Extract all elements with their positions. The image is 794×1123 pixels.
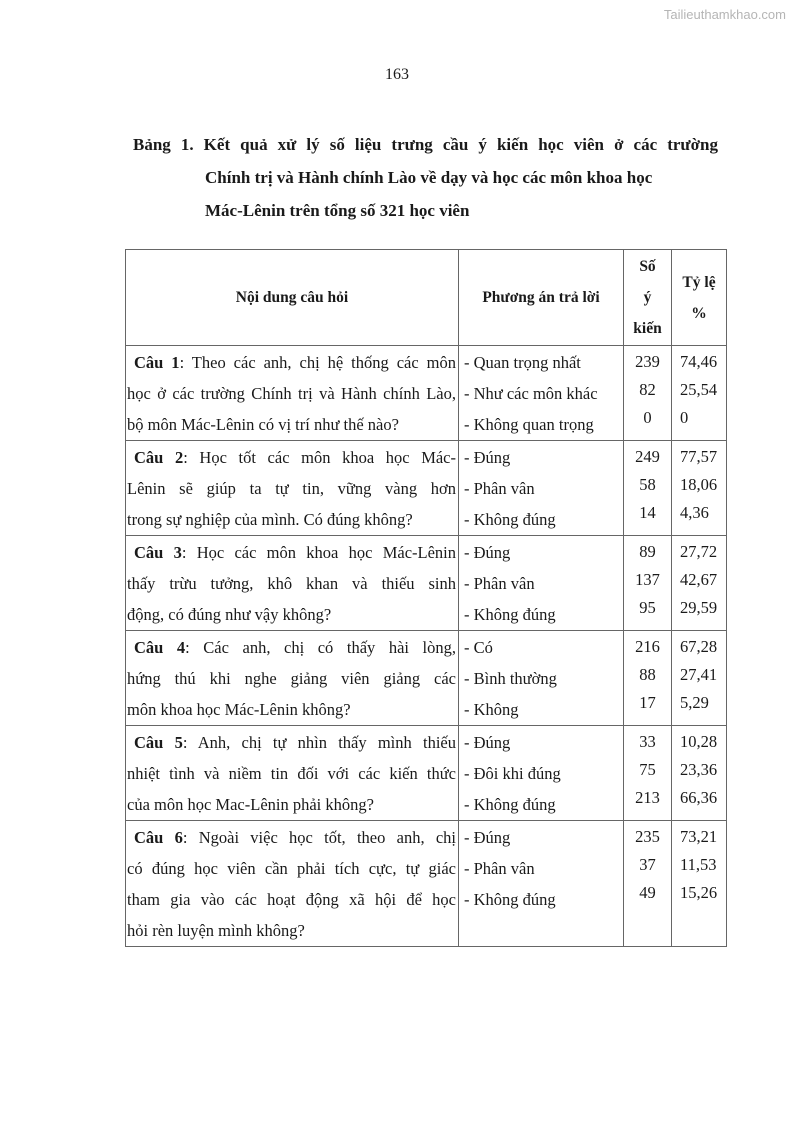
answer-option: - Đôi khi đúng xyxy=(464,764,561,783)
question-line: hỏi rèn luyện mình không? xyxy=(127,921,305,940)
question-line: bộ môn Mác-Lênin có vị trí như thế nào? xyxy=(127,415,399,434)
question-text: : Các anh, chị có thấy hài lòng, xyxy=(185,638,456,657)
percent-value: 27,41 xyxy=(680,665,718,684)
table-row xyxy=(126,631,727,726)
question-line: có đúng học viên cần phải tích cực, tự giác xyxy=(127,859,456,878)
answer-option: - Bình thường xyxy=(464,669,557,688)
count-cell xyxy=(624,821,672,947)
answer-cell xyxy=(459,726,624,821)
count-value: 49 xyxy=(639,883,656,902)
count-value: 0 xyxy=(643,408,652,427)
percent-cell xyxy=(672,726,727,821)
header-percent xyxy=(672,250,727,346)
header-count-line: Số xyxy=(639,258,656,275)
question-line xyxy=(127,822,456,853)
header-count xyxy=(624,250,672,346)
count-value: 14 xyxy=(639,503,656,522)
header-percent-line: % xyxy=(691,304,707,322)
question-cell xyxy=(126,346,459,441)
question-line: nhiệt tình và niềm tin đối với các kiến thức xyxy=(127,764,456,783)
percent-value: 15,26 xyxy=(680,883,718,902)
question-line: động, có đúng như vậy không? xyxy=(127,605,332,624)
count-value: 239 xyxy=(635,352,660,371)
count-value: 89 xyxy=(639,542,656,561)
table-row xyxy=(126,536,727,631)
percent-value: 18,06 xyxy=(680,475,718,494)
answer-option: - Không đúng xyxy=(464,795,556,814)
caption-line: Bảng 1. Kết quả xử lý số liệu trưng cầu ý kiến học viên ở các trường xyxy=(133,135,718,154)
answer-option: - Đúng xyxy=(464,828,511,847)
answer-option: - Như các môn khác xyxy=(464,384,598,403)
count-value: 137 xyxy=(635,570,660,589)
answer-option: - Không quan trọng xyxy=(464,415,594,434)
answer-option: - Không xyxy=(464,700,519,719)
caption-line: Chính trị và Hành chính Lào về dạy và học các môn khoa học xyxy=(205,168,653,187)
answer-cell xyxy=(459,821,624,947)
answer-option: - Phân vân xyxy=(464,859,535,878)
answer-option: - Quan trọng nhất xyxy=(464,353,581,372)
count-cell xyxy=(624,346,672,441)
table-row xyxy=(126,726,727,821)
question-cell xyxy=(126,726,459,821)
question-text: : Học các môn khoa học Mác-Lênin xyxy=(181,543,457,562)
count-value: 82 xyxy=(639,380,656,399)
answer-option: - Phân vân xyxy=(464,479,535,498)
watermark-text: Tailieuthamkhao.com xyxy=(663,7,786,22)
percent-cell xyxy=(672,631,727,726)
answer-cell xyxy=(459,441,624,536)
count-value: 75 xyxy=(639,760,656,779)
percent-value: 29,59 xyxy=(680,598,718,617)
percent-cell xyxy=(672,346,727,441)
count-cell xyxy=(624,726,672,821)
question-line: Lênin sẽ giúp ta tự tin, vững vàng hơn xyxy=(127,479,456,498)
count-value: 95 xyxy=(639,598,656,617)
answer-option: - Không đúng xyxy=(464,890,556,909)
question-line xyxy=(127,632,456,663)
count-value: 213 xyxy=(635,788,660,807)
count-cell xyxy=(624,631,672,726)
count-value: 88 xyxy=(639,665,656,684)
question-line: môn khoa học Mác-Lênin không? xyxy=(127,700,351,719)
question-line xyxy=(127,727,456,758)
answer-option: - Phân vân xyxy=(464,574,535,593)
table-row xyxy=(126,346,727,441)
answer-option: - Đúng xyxy=(464,543,511,562)
percent-value: 42,67 xyxy=(680,570,718,589)
count-value: 58 xyxy=(639,475,656,494)
header-answer: Phương án trả lời xyxy=(459,250,624,346)
question-label: Câu 1 xyxy=(134,353,180,372)
count-value: 249 xyxy=(635,447,660,466)
question-line: thấy trừu tưởng, khô khan và thiếu sinh xyxy=(127,574,456,593)
question-text: : Học tốt các môn khoa học Mác- xyxy=(183,448,457,467)
percent-value: 5,29 xyxy=(680,693,709,712)
question-line xyxy=(127,442,456,473)
percent-cell xyxy=(672,441,727,536)
count-value: 17 xyxy=(639,693,656,712)
answer-cell xyxy=(459,346,624,441)
table-row xyxy=(126,821,727,947)
count-value: 216 xyxy=(635,637,660,656)
question-label: Câu 6 xyxy=(134,828,183,847)
percent-value: 27,72 xyxy=(680,542,718,561)
page-number: 163 xyxy=(385,66,409,83)
survey-results-table xyxy=(125,249,727,947)
question-label: Câu 5 xyxy=(134,733,183,752)
question-text: : Ngoài việc học tốt, theo anh, chị xyxy=(182,828,456,847)
question-line: tham gia vào các hoạt động xã hội để học xyxy=(127,890,456,909)
percent-cell xyxy=(672,821,727,947)
caption-line: Mác-Lênin trên tổng số 321 học viên xyxy=(205,201,470,220)
header-question: Nội dung câu hỏi xyxy=(126,250,459,346)
question-line: hứng thú khi nghe giảng viên giảng các xyxy=(127,669,456,688)
question-text: : Anh, chị tự nhìn thấy mình thiếu xyxy=(182,733,456,752)
question-label: Câu 2 xyxy=(134,448,184,467)
header-count-line: kiến xyxy=(633,320,662,337)
question-cell xyxy=(126,821,459,947)
header-percent-line: Tỷ lệ xyxy=(682,273,716,291)
question-cell xyxy=(126,441,459,536)
question-line: của môn học Mac-Lênin phải không? xyxy=(127,795,374,814)
percent-value: 74,46 xyxy=(680,352,718,371)
table-header-row xyxy=(126,250,727,346)
answer-option: - Đúng xyxy=(464,448,511,467)
percent-value: 11,53 xyxy=(680,855,717,874)
answer-cell xyxy=(459,631,624,726)
percent-value: 0 xyxy=(680,408,689,427)
table-caption xyxy=(133,128,718,227)
count-value: 33 xyxy=(639,732,656,751)
answer-option: - Có xyxy=(464,638,493,657)
count-value: 37 xyxy=(639,855,656,874)
percent-value: 67,28 xyxy=(680,637,718,656)
question-label: Câu 3 xyxy=(134,543,182,562)
percent-value: 4,36 xyxy=(680,503,709,522)
percent-value: 73,21 xyxy=(680,827,718,846)
question-cell xyxy=(126,631,459,726)
question-line xyxy=(127,537,456,568)
header-count-line: ý xyxy=(643,289,652,306)
percent-value: 25,54 xyxy=(680,380,718,399)
percent-value: 77,57 xyxy=(680,447,718,466)
count-cell xyxy=(624,441,672,536)
count-value: 235 xyxy=(635,827,660,846)
percent-value: 23,36 xyxy=(680,760,718,779)
percent-value: 66,36 xyxy=(680,788,718,807)
question-line xyxy=(127,347,456,378)
question-line: trong sự nghiệp của mình. Có đúng không? xyxy=(127,510,413,529)
answer-cell xyxy=(459,536,624,631)
question-line: học ở các trường Chính trị và Hành chính Lào, xyxy=(127,384,456,403)
question-cell xyxy=(126,536,459,631)
count-cell xyxy=(624,536,672,631)
table-row xyxy=(126,441,727,536)
answer-option: - Không đúng xyxy=(464,510,556,529)
answer-option: - Đúng xyxy=(464,733,511,752)
question-label: Câu 4 xyxy=(134,638,186,657)
question-text: : Theo các anh, chị hệ thống các môn xyxy=(179,353,456,372)
percent-value: 10,28 xyxy=(680,732,718,751)
answer-option: - Không đúng xyxy=(464,605,556,624)
percent-cell xyxy=(672,536,727,631)
